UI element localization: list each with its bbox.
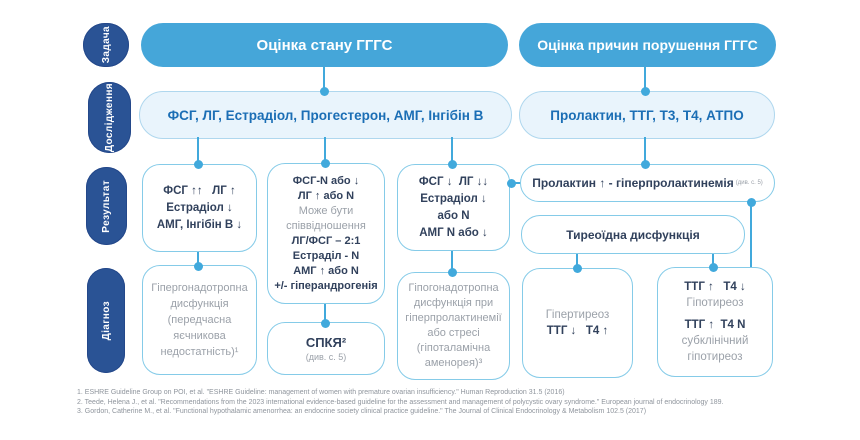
result-line: або N — [437, 209, 470, 222]
result-hypogonadotropic-box — [397, 164, 510, 251]
connector-dot — [321, 159, 330, 168]
result-prolactin-note: (див. с. 5) — [735, 180, 763, 186]
connector-dot — [320, 87, 329, 96]
diagnosis-hypothyroid-name: Гіпотиреоз — [686, 297, 744, 309]
row-label-result-text: Результат — [101, 179, 112, 233]
connector-dot — [641, 160, 650, 169]
diagnosis-hyperthyroid-name: Гіпертиреоз — [545, 309, 610, 321]
diagnosis-hyperthyroidism-box — [522, 268, 633, 378]
result-prolactin-box — [520, 164, 775, 202]
connector-dot — [194, 160, 203, 169]
connector-dot — [507, 179, 516, 188]
connector-dot — [573, 264, 582, 273]
result-line: ФСГ ↑↑ ЛГ ↑ — [163, 184, 236, 197]
diagnosis-hypothalamic-box — [397, 272, 510, 380]
connector-dot — [709, 263, 718, 272]
diagnosis-hyperthyroid-labs: ТТГ ↓ Т4 ↑ — [546, 325, 609, 337]
row-label-research — [88, 82, 131, 153]
result-thyroid-text: Тиреоїдна дисфункція — [566, 227, 700, 242]
row-label-result — [86, 167, 127, 245]
diagnosis-hypothalamic-text: Гіпогонадотропна дисфункція при гіперпролактинемії або стресі (гіпоталамічна аменорея)³ — [405, 282, 502, 369]
footnote-2: 2. Teede, Helena J., et al. "Recommendations from the 2023 international evidence-based guideline for the assessment and management of polycystic ovary syndrome." European journal of endocrinology 189. — [77, 398, 724, 406]
result-pcos-pattern-box — [267, 163, 385, 304]
row-label-task — [83, 23, 129, 67]
diagnosis-poi-box — [142, 265, 257, 375]
panel-hpg-tests: ФСГ, ЛГ, Естрадіол, Прогестерон, АМГ, Інгібін В — [139, 91, 512, 139]
connector-dot — [747, 198, 756, 207]
footnotes — [77, 388, 724, 417]
footnote-1: 1. ESHRE Guideline Group on POI, et al. "ESHRE Guideline: management of women with premature ovarian insufficiency." Human Reproduction 31.5 (2016) — [77, 389, 565, 396]
connector-dot — [321, 319, 330, 328]
result-line: ФСГ-N або ↓ — [292, 174, 360, 187]
result-prolactin-text: Пролактин ↑ - гіперпролактинемія — [532, 176, 734, 190]
result-line: ЛГ/ФСГ – 2:1 — [291, 234, 361, 247]
panel-cause-tests: Пролактин, ТТГ, Т3, Т4, АТПО — [519, 91, 775, 139]
result-line: АМГ N або ↓ — [419, 226, 488, 239]
result-line: АМГ ↑ або N — [293, 264, 359, 277]
diagnosis-hypothyroid-labs: ТТГ ↑ Т4 ↓ — [684, 281, 746, 293]
result-note: Може бути співвідношення — [286, 204, 366, 232]
diagnosis-subclinical-labs: ТТГ ↑ Т4 N — [684, 319, 746, 331]
result-line: ФСГ ↓ ЛГ ↓↓ — [418, 175, 489, 188]
result-thyroid-box — [521, 215, 745, 254]
connector-dot — [448, 160, 457, 169]
header-hpg-causes: Оцінка причин порушення ГГГС — [519, 23, 776, 67]
result-hypergonadotropic-box — [142, 164, 257, 252]
connector-dot — [448, 268, 457, 277]
result-line: Естраділ - N — [292, 249, 360, 262]
row-label-diagnosis-text: Діагноз — [100, 300, 112, 341]
result-line: +/- гіперандрогенія — [274, 279, 378, 292]
row-label-task-text: Задача — [100, 26, 112, 64]
diagnosis-pcos-note: (див. с. 5) — [305, 352, 347, 362]
result-line: Естрадіол ↓ — [420, 192, 487, 205]
result-line: АМГ, Інгібін В ↓ — [156, 218, 243, 231]
result-line: ЛГ ↑ або N — [297, 189, 355, 202]
diagnosis-pcos-box — [267, 322, 385, 375]
diagnosis-pcos-title: СПКЯ² — [305, 335, 347, 350]
row-label-research-text: Дослідження — [104, 82, 115, 153]
result-line: Естрадіол ↓ — [166, 201, 233, 214]
diagnosis-poi-text: Гіпергонадотропна дисфункція (передчасна яєчникова недостатність)¹ — [151, 282, 248, 358]
header-hpg-status: Оцінка стану ГГГС — [141, 23, 508, 67]
connector-dot — [194, 262, 203, 271]
diagnosis-subclinical-name: субклінічний гіпотиреоз — [681, 335, 749, 363]
footnote-3: 3. Gordon, Catherine M., et al. "Functional hypothalamic amenorrhea: an endocrine society clinical practice guideline." The Journal of Clinical Endocrinology & Metabolism 102.5 (2017) — [77, 408, 647, 415]
connector-dot — [641, 87, 650, 96]
connector-line — [750, 201, 752, 268]
row-label-diagnosis — [87, 268, 125, 373]
diagnosis-hypothyroidism-box — [657, 267, 773, 377]
